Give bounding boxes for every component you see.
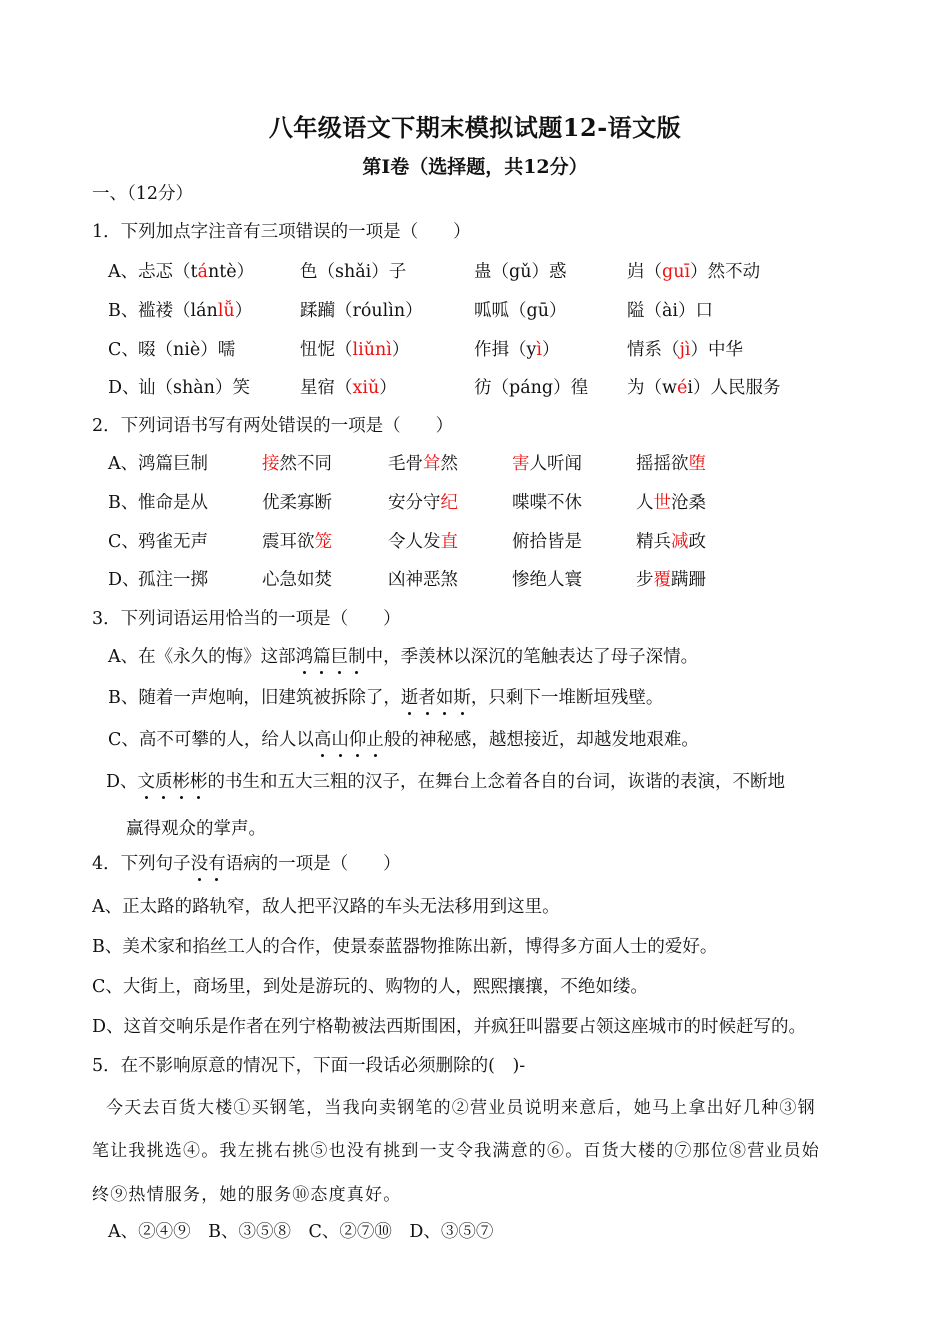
text-part: 蹒跚 (671, 570, 706, 590)
q2-option-cell (388, 566, 458, 591)
q1-option-label: C、 (108, 340, 139, 360)
emphasized-char: 鸿 (296, 643, 314, 668)
q1-option-cell (300, 336, 409, 361)
text-part: 星宿（ (300, 378, 353, 398)
text-part: 忐忑（t (138, 262, 198, 282)
emphasized-char: 斯 (453, 684, 471, 709)
highlighted-text: 笼 (314, 532, 332, 552)
text-part: 摇摇欲 (636, 454, 689, 474)
q2-option-label: D、 (108, 570, 140, 590)
text-part: 岿（ (627, 262, 662, 282)
question-4-option-c: C、大街上，商场里，到处是游玩的、购物的人，熙熙攘攘，不绝如缕。 (92, 977, 648, 997)
text-part: 步 (636, 570, 654, 590)
text-part: ntè） (207, 262, 255, 282)
text-part: 人听闻 (529, 454, 582, 474)
q1-option-label: B、 (108, 301, 139, 321)
q2-option-label: C、 (108, 532, 139, 552)
highlighted-text: ì (536, 340, 542, 360)
q1-option-label: A、 (108, 262, 139, 282)
q3a-term (296, 647, 366, 667)
q2-option-cell (512, 528, 582, 553)
q2-option-label: A、 (108, 454, 139, 474)
text-part: ） (391, 340, 410, 360)
q2-option-cell (636, 489, 706, 514)
emphasized-char: 仰 (349, 726, 367, 751)
question-3-stem: 3．下列词语运用恰当的一项是（ ） (92, 609, 401, 629)
highlighted-text: jì (679, 340, 691, 360)
q2-option-cell (388, 528, 458, 553)
q1-option-cell (627, 336, 743, 361)
question-5-options: A、②④⑨ B、③⑤⑧ C、②⑦⑩ D、③⑤⑦ (108, 1222, 494, 1242)
q2-option-cell (262, 566, 332, 591)
emphasized-char: 制 (348, 643, 366, 668)
q2-option-cell (262, 450, 332, 475)
highlighted-text: guī (662, 262, 691, 282)
emphasized-char: 没 (191, 850, 209, 875)
q2-option-cell (512, 566, 582, 591)
q2-option-cell: 鸦雀无声 (138, 532, 208, 552)
q2-option-cell (262, 489, 332, 514)
q3a-post: 中，季羡林以深沉的笔触表达了母子深情。 (365, 647, 699, 667)
text-part: 政 (688, 532, 706, 552)
q4-stem-pre: 4．下列句子 (92, 854, 191, 874)
question-3-option-b (108, 684, 663, 709)
text-part: ）然不动 (690, 262, 761, 282)
text-part: ） (234, 301, 253, 321)
text-part: 凶神恶煞 (388, 570, 458, 590)
question-3-option-d-cont: 赢得观众的掌声。 (126, 819, 266, 839)
q2-option-label: B、 (108, 493, 139, 513)
q2-option-cell (388, 450, 458, 475)
question-4-option-d: D、这首交响乐是作者在列宁格勒被法西斯围困，并疯狂叫嚣要占领这座城市的时候赶写的。 (92, 1017, 807, 1037)
q3b-post: ，只剩下一堆断垣残壁。 (470, 688, 664, 708)
text-part: i）人民服务 (687, 378, 781, 398)
text-part: 然不同 (279, 454, 332, 474)
text-part: 精兵 (636, 532, 671, 552)
text-part: 作揖（y (474, 340, 537, 360)
q3b-term (401, 688, 471, 708)
question-1-stem: 1．下列加点字注音有三项错误的一项是（ ） (92, 222, 471, 242)
text-part: 优柔寡断 (262, 493, 332, 513)
q2-option-cell (636, 450, 706, 475)
question-5-stem: 5．在不影响原意的情况下，下面一段话必须删除的( )- (92, 1056, 526, 1076)
q1-option-label: D、 (108, 378, 140, 398)
emphasized-char: 山 (331, 726, 349, 751)
q2-option-cell: 鸿篇巨制 (138, 454, 208, 474)
q3c-pre: C、高不可攀的人，给人以 (108, 730, 314, 750)
q4-stem-dotted (191, 854, 226, 874)
q3c-post: 般的神秘感，越想接近，却越发地艰难。 (383, 730, 699, 750)
highlighted-text: lǚ (217, 301, 235, 321)
text-part: 心急如焚 (262, 570, 332, 590)
q1-option-cell: 蛊（gǔ）惑 (474, 262, 567, 282)
q2-option-cell (636, 528, 706, 553)
highlighted-text: 堕 (688, 454, 706, 474)
text-part: 安分守 (388, 493, 441, 513)
text-part: 令人发 (388, 532, 441, 552)
q1-option-cell: 呱呱（gū） (474, 301, 567, 321)
emphasized-char: 彬 (190, 768, 208, 793)
text-part: 震耳欲 (262, 532, 315, 552)
text-part: 惨绝人寰 (512, 570, 582, 590)
section-heading: 一、（12分） (92, 184, 194, 204)
question-5-passage-line-2: 笔让我挑选④。我左挑右挑⑤也没有挑到一支令我满意的⑥。百货大楼的⑦那位⑧营业员始 (92, 1141, 820, 1161)
highlighted-text: 世 (653, 493, 671, 513)
emphasized-char: 彬 (173, 768, 191, 793)
q1-option-cell: 色（shǎi）子 (300, 262, 407, 282)
q4-stem-post: 语病的一项是（ ） (225, 854, 401, 874)
q1-option-cell (138, 336, 235, 361)
question-4-option-b: B、美术家和掐丝工人的合作，使景泰蓝器物推陈出新，博得多方面人士的爱好。 (92, 937, 718, 957)
emphasized-char: 篇 (313, 643, 331, 668)
text-part: 人 (636, 493, 654, 513)
highlighted-text: é (676, 378, 688, 398)
q2-option-cell (388, 489, 458, 514)
question-4-stem (92, 850, 401, 875)
emphasized-char: 质 (155, 768, 173, 793)
q3d-post: 的书生和五大三粗的汉子，在舞台上念着各自的台词，诙谐的表演，不断地 (207, 772, 786, 792)
q1-option-cell (138, 374, 250, 399)
emphasized-char: 巨 (331, 643, 349, 668)
highlighted-text: 接 (262, 454, 280, 474)
emphasized-char: 如 (436, 684, 454, 709)
emphasized-char: 逝 (401, 684, 419, 709)
highlighted-text: 耸 (423, 454, 441, 474)
q2-option-cell: 孤注一掷 (138, 570, 208, 590)
highlighted-text: 纪 (440, 493, 458, 513)
emphasized-char: 者 (418, 684, 436, 709)
q1-option-cell: 隘（ài）口 (627, 301, 714, 321)
text-part: 沧桑 (671, 493, 706, 513)
highlighted-text: 直 (440, 532, 458, 552)
question-3-option-c (108, 726, 699, 751)
q1-option-cell (138, 297, 252, 322)
q3d-pre: D、 (106, 772, 138, 792)
text-part: ）中华 (690, 340, 744, 360)
q2-option-cell: 惟命是从 (138, 493, 208, 513)
q1-option-cell (300, 374, 397, 399)
text-part: 俯拾皆是 (512, 532, 582, 552)
text-part: 讪（shàn）笑 (138, 378, 250, 398)
q1-option-cell (474, 336, 560, 361)
question-5-passage-line-1: 今天去百货大楼①买钢笔，当我向卖钢笔的②营业员说明来意后，她马上拿出好几种③钢 (106, 1098, 816, 1118)
text-part: 褴褛（lán (138, 301, 218, 321)
text-part: 忸怩（ (300, 340, 353, 360)
q1-option-cell (627, 374, 780, 399)
text-part: 然 (440, 454, 458, 474)
q3c-term (314, 730, 384, 750)
text-part: 毛骨 (388, 454, 423, 474)
question-5-passage-line-3: 终⑨热情服务，她的服务⑩态度真好。 (92, 1185, 402, 1205)
text-part: 喋喋不休 (512, 493, 582, 513)
text-part: ） (379, 378, 397, 398)
highlighted-text: 减 (671, 532, 689, 552)
highlighted-text: á (197, 262, 208, 282)
highlighted-text: 覆 (653, 570, 671, 590)
document-title: 八年级语文下期末模拟试题12-语文版 (268, 113, 682, 142)
q2-option-cell (512, 450, 582, 475)
text-part: 啜（niè）嚅 (138, 340, 236, 360)
q2-option-cell (262, 528, 332, 553)
q3d-term (138, 772, 208, 792)
q2-option-cell (636, 566, 706, 591)
text-part: 情系（ (627, 340, 680, 360)
q1-option-cell (138, 258, 254, 283)
q3b-pre: B、随着一声炮响，旧建筑被拆除了， (108, 688, 401, 708)
question-3-option-a (108, 643, 698, 668)
question-3-option-d (106, 768, 785, 793)
q1-option-cell: 蹂躏（róulìn） (300, 301, 423, 321)
highlighted-text: xiǔ (352, 378, 380, 398)
q1-option-cell: 彷（páng）徨 (474, 378, 589, 398)
highlighted-text: 害 (512, 454, 530, 474)
question-2-stem: 2．下列词语书写有两处错误的一项是（ ） (92, 416, 454, 436)
document-subtitle: 第Ⅰ卷（选择题，共12分） (362, 156, 588, 178)
text-part: ） (542, 340, 560, 360)
emphasized-char: 止 (366, 726, 384, 751)
q3a-pre: A、在《永久的悔》这部 (108, 647, 296, 667)
q1-option-cell (627, 258, 760, 283)
q2-option-cell (512, 489, 582, 514)
highlighted-text: liǔnì (352, 340, 392, 360)
emphasized-char: 文 (138, 768, 156, 793)
question-4-option-a: A、正太路的路轨窄，敌人把平汉路的车头无法移用到这里。 (92, 897, 560, 917)
emphasized-char: 高 (314, 726, 332, 751)
text-part: 为（w (627, 378, 677, 398)
emphasized-char: 有 (208, 850, 226, 875)
